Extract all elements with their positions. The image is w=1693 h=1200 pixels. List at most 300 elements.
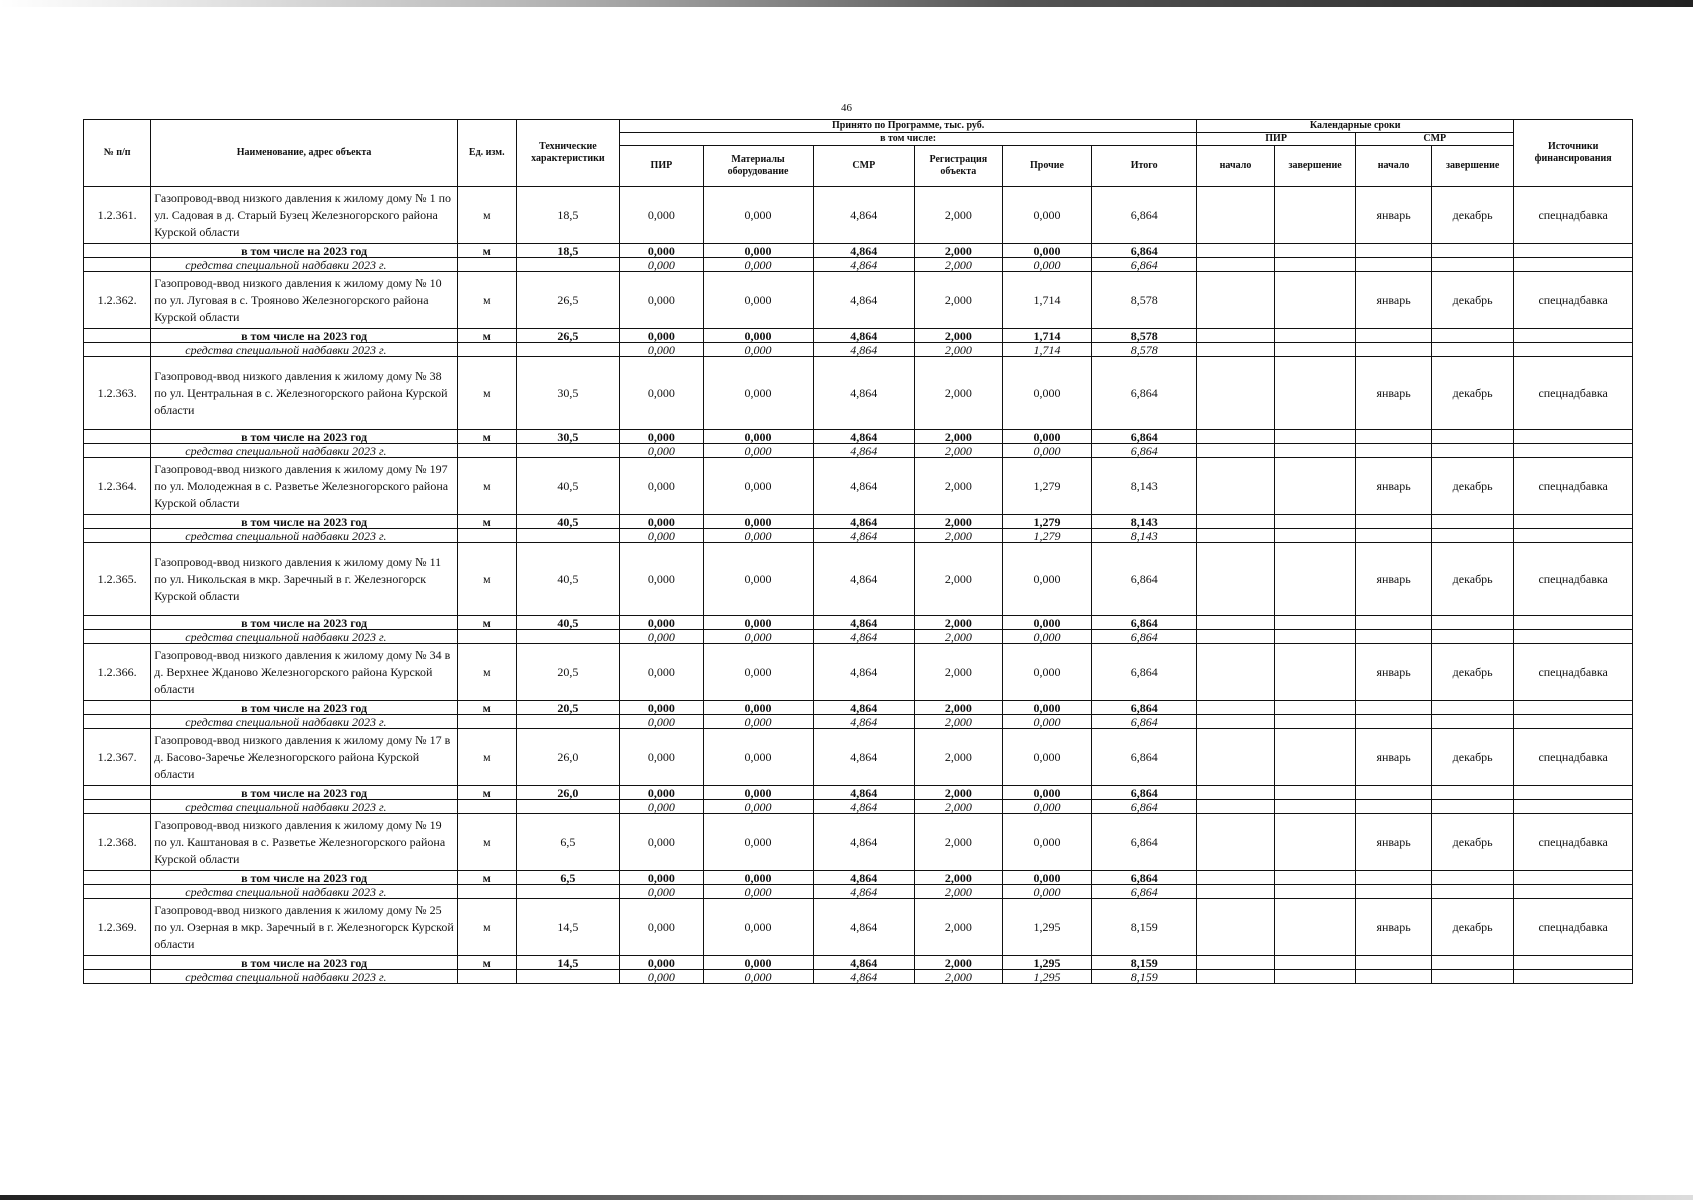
row-number: 1.2.361. (84, 187, 151, 244)
other-value: 0,000 (1002, 800, 1092, 814)
registration-value: 2,000 (915, 644, 1003, 701)
header-total: Итого (1092, 146, 1197, 187)
table-row-2023 (84, 786, 1633, 800)
unit: м (457, 430, 516, 444)
empty-cell (1275, 444, 1356, 458)
other-value: 0,000 (1002, 729, 1092, 786)
pir-value: 0,000 (620, 244, 703, 258)
other-value: 0,000 (1002, 885, 1092, 899)
total-value: 6,864 (1092, 444, 1197, 458)
total-value: 6,864 (1092, 616, 1197, 630)
year-2023-label: в том числе на 2023 год (151, 956, 458, 970)
smr-start: январь (1356, 644, 1432, 701)
registration-value: 2,000 (915, 701, 1003, 715)
empty-cell (1197, 630, 1275, 644)
row-number-empty (84, 715, 151, 729)
empty-cell (1356, 515, 1432, 529)
header-smr-end: завершение (1432, 146, 1514, 187)
smr-value: 4,864 (813, 529, 914, 543)
empty-cell (1432, 956, 1514, 970)
smr-value: 4,864 (813, 644, 914, 701)
row-number-empty (84, 701, 151, 715)
empty-cell (1356, 885, 1432, 899)
year-2023-label: в том числе на 2023 год (151, 786, 458, 800)
funding-source: спецнадбавка (1514, 729, 1633, 786)
pir-value: 0,000 (620, 899, 703, 956)
row-number-empty (84, 970, 151, 984)
tech-characteristics: 26,5 (516, 329, 620, 343)
pir-value: 0,000 (620, 458, 703, 515)
registration-value: 2,000 (915, 529, 1003, 543)
funding-label: средства специальной надбавки 2023 г. (151, 444, 458, 458)
materials-value: 0,000 (703, 899, 813, 956)
empty-cell (1275, 885, 1356, 899)
empty-cell (1514, 244, 1633, 258)
table-row-2023 (84, 244, 1633, 258)
header-pir: ПИР (620, 146, 703, 187)
total-value: 6,864 (1092, 357, 1197, 430)
empty-cell (1197, 715, 1275, 729)
total-value: 8,159 (1092, 899, 1197, 956)
empty-cell (516, 970, 620, 984)
tech-characteristics: 30,5 (516, 430, 620, 444)
empty-cell (516, 529, 620, 543)
smr-end: декабрь (1432, 187, 1514, 244)
row-number-empty (84, 786, 151, 800)
table-row (84, 543, 1633, 616)
empty-cell (1197, 515, 1275, 529)
table-row (84, 729, 1633, 786)
other-value: 0,000 (1002, 786, 1092, 800)
empty-cell (1275, 244, 1356, 258)
total-value: 8,159 (1092, 956, 1197, 970)
pir-start (1197, 458, 1275, 515)
object-name: Газопровод-ввод низкого давления к жилому дому № 17 в д. Басово-Заречье Железногорского района Курской области (151, 729, 458, 786)
materials-value: 0,000 (703, 715, 813, 729)
empty-cell (1356, 258, 1432, 272)
smr-start: январь (1356, 543, 1432, 616)
year-2023-label: в том числе на 2023 год (151, 329, 458, 343)
empty-cell (1432, 715, 1514, 729)
header-tech: Технические характеристики (516, 120, 620, 187)
scan-edge-bottom (0, 1195, 1693, 1200)
other-value: 1,279 (1002, 515, 1092, 529)
total-value: 6,864 (1092, 871, 1197, 885)
table-row-2023 (84, 329, 1633, 343)
smr-value: 4,864 (813, 630, 914, 644)
tech-characteristics: 6,5 (516, 871, 620, 885)
pir-value: 0,000 (620, 515, 703, 529)
empty-cell (1514, 956, 1633, 970)
smr-value: 4,864 (813, 899, 914, 956)
total-value: 8,578 (1092, 343, 1197, 357)
smr-value: 4,864 (813, 616, 914, 630)
unit: м (457, 543, 516, 616)
empty-cell (1197, 616, 1275, 630)
empty-cell (1197, 244, 1275, 258)
smr-start: январь (1356, 357, 1432, 430)
other-value: 1,714 (1002, 272, 1092, 329)
empty-cell (1432, 444, 1514, 458)
year-2023-label: в том числе на 2023 год (151, 430, 458, 444)
registration-value: 2,000 (915, 786, 1003, 800)
pir-value: 0,000 (620, 258, 703, 272)
funding-source: спецнадбавка (1514, 357, 1633, 430)
materials-value: 0,000 (703, 885, 813, 899)
other-value: 0,000 (1002, 715, 1092, 729)
pir-value: 0,000 (620, 644, 703, 701)
pir-end (1275, 543, 1356, 616)
other-value: 1,279 (1002, 529, 1092, 543)
empty-cell (457, 529, 516, 543)
empty-cell (457, 258, 516, 272)
pir-value: 0,000 (620, 956, 703, 970)
pir-value: 0,000 (620, 871, 703, 885)
pir-start (1197, 187, 1275, 244)
pir-value: 0,000 (620, 444, 703, 458)
materials-value: 0,000 (703, 644, 813, 701)
empty-cell (1356, 430, 1432, 444)
other-value: 1,295 (1002, 970, 1092, 984)
header-cal-pir: ПИР (1197, 133, 1356, 146)
empty-cell (1197, 800, 1275, 814)
empty-cell (457, 715, 516, 729)
total-value: 6,864 (1092, 543, 1197, 616)
object-name: Газопровод-ввод низкого давления к жилому дому № 1 по ул. Садовая в д. Старый Бузец Железногорского района Курской области (151, 187, 458, 244)
materials-value: 0,000 (703, 244, 813, 258)
table-row (84, 187, 1633, 244)
registration-value: 2,000 (915, 258, 1003, 272)
materials-value: 0,000 (703, 187, 813, 244)
funding-source: спецнадбавка (1514, 814, 1633, 871)
registration-value: 2,000 (915, 899, 1003, 956)
smr-value: 4,864 (813, 272, 914, 329)
empty-cell (1432, 871, 1514, 885)
table-row (84, 357, 1633, 430)
empty-cell (1432, 515, 1514, 529)
funding-label: средства специальной надбавки 2023 г. (151, 258, 458, 272)
pir-value: 0,000 (620, 329, 703, 343)
funding-label: средства специальной надбавки 2023 г. (151, 343, 458, 357)
pir-value: 0,000 (620, 800, 703, 814)
registration-value: 2,000 (915, 343, 1003, 357)
other-value: 1,714 (1002, 329, 1092, 343)
funding-label: средства специальной надбавки 2023 г. (151, 800, 458, 814)
pir-end (1275, 899, 1356, 956)
header-num: № п/п (84, 120, 151, 187)
empty-cell (1514, 970, 1633, 984)
table-row-2023 (84, 430, 1633, 444)
tech-characteristics: 14,5 (516, 956, 620, 970)
pir-end (1275, 272, 1356, 329)
pir-end (1275, 644, 1356, 701)
empty-cell (1432, 786, 1514, 800)
row-number-empty (84, 630, 151, 644)
pir-value: 0,000 (620, 786, 703, 800)
tech-characteristics: 20,5 (516, 701, 620, 715)
funding-label: средства специальной надбавки 2023 г. (151, 630, 458, 644)
empty-cell (1275, 258, 1356, 272)
total-value: 6,864 (1092, 244, 1197, 258)
table-row-2023 (84, 871, 1633, 885)
materials-value: 0,000 (703, 529, 813, 543)
empty-cell (1356, 244, 1432, 258)
table-row-funding (84, 885, 1633, 899)
empty-cell (1275, 956, 1356, 970)
materials-value: 0,000 (703, 814, 813, 871)
empty-cell (1514, 786, 1633, 800)
tech-characteristics: 6,5 (516, 814, 620, 871)
object-name: Газопровод-ввод низкого давления к жилому дому № 197 по ул. Молодежная в с. Разветье Железногорского района Курской области (151, 458, 458, 515)
registration-value: 2,000 (915, 885, 1003, 899)
materials-value: 0,000 (703, 329, 813, 343)
registration-value: 2,000 (915, 800, 1003, 814)
other-value: 1,279 (1002, 458, 1092, 515)
unit: м (457, 329, 516, 343)
tech-characteristics: 26,5 (516, 272, 620, 329)
registration-value: 2,000 (915, 272, 1003, 329)
header-pir-end: завершение (1275, 146, 1356, 187)
pir-start (1197, 357, 1275, 430)
materials-value: 0,000 (703, 729, 813, 786)
pir-end (1275, 814, 1356, 871)
year-2023-label: в том числе на 2023 год (151, 515, 458, 529)
smr-value: 4,864 (813, 357, 914, 430)
materials-value: 0,000 (703, 786, 813, 800)
unit: м (457, 458, 516, 515)
object-name: Газопровод-ввод низкого давления к жилому дому № 10 по ул. Луговая в с. Трояново Железногорского района Курской области (151, 272, 458, 329)
empty-cell (1432, 529, 1514, 543)
row-number: 1.2.368. (84, 814, 151, 871)
unit: м (457, 871, 516, 885)
empty-cell (1275, 715, 1356, 729)
total-value: 8,143 (1092, 515, 1197, 529)
table-row-funding (84, 970, 1633, 984)
header-calendar: Календарные сроки (1197, 120, 1514, 133)
funding-label: средства специальной надбавки 2023 г. (151, 970, 458, 984)
funding-source: спецнадбавка (1514, 187, 1633, 244)
empty-cell (1197, 329, 1275, 343)
table-row (84, 814, 1633, 871)
funding-source: спецнадбавка (1514, 272, 1633, 329)
tech-characteristics: 40,5 (516, 515, 620, 529)
pir-value: 0,000 (620, 187, 703, 244)
empty-cell (1356, 444, 1432, 458)
unit: м (457, 701, 516, 715)
funding-label: средства специальной надбавки 2023 г. (151, 715, 458, 729)
empty-cell (516, 258, 620, 272)
total-value: 8,578 (1092, 272, 1197, 329)
page-number: 46 (841, 102, 852, 114)
smr-value: 4,864 (813, 458, 914, 515)
total-value: 6,864 (1092, 729, 1197, 786)
registration-value: 2,000 (915, 244, 1003, 258)
table-row-funding (84, 343, 1633, 357)
empty-cell (1432, 800, 1514, 814)
pir-start (1197, 814, 1275, 871)
empty-cell (1356, 630, 1432, 644)
funding-source: спецнадбавка (1514, 899, 1633, 956)
empty-cell (1197, 885, 1275, 899)
funding-source: спецнадбавка (1514, 458, 1633, 515)
empty-cell (1514, 630, 1633, 644)
materials-value: 0,000 (703, 800, 813, 814)
smr-value: 4,864 (813, 885, 914, 899)
unit: м (457, 899, 516, 956)
materials-value: 0,000 (703, 357, 813, 430)
pir-value: 0,000 (620, 430, 703, 444)
total-value: 8,159 (1092, 970, 1197, 984)
row-number-empty (84, 444, 151, 458)
other-value: 1,714 (1002, 343, 1092, 357)
table-row-2023 (84, 956, 1633, 970)
empty-cell (1432, 970, 1514, 984)
tech-characteristics: 26,0 (516, 786, 620, 800)
table-row (84, 899, 1633, 956)
header-including: в том числе: (620, 133, 1197, 146)
empty-cell (1275, 630, 1356, 644)
smr-value: 4,864 (813, 970, 914, 984)
row-number-empty (84, 885, 151, 899)
smr-value: 4,864 (813, 786, 914, 800)
empty-cell (1356, 529, 1432, 543)
table-row-funding (84, 630, 1633, 644)
empty-cell (1356, 970, 1432, 984)
table-body (84, 187, 1633, 984)
pir-start (1197, 543, 1275, 616)
materials-value: 0,000 (703, 258, 813, 272)
registration-value: 2,000 (915, 616, 1003, 630)
empty-cell (1432, 430, 1514, 444)
pir-start (1197, 644, 1275, 701)
empty-cell (1356, 956, 1432, 970)
smr-end: декабрь (1432, 729, 1514, 786)
empty-cell (516, 885, 620, 899)
smr-value: 4,864 (813, 956, 914, 970)
registration-value: 2,000 (915, 515, 1003, 529)
table-row-2023 (84, 515, 1633, 529)
pir-start (1197, 899, 1275, 956)
other-value: 0,000 (1002, 701, 1092, 715)
year-2023-label: в том числе на 2023 год (151, 701, 458, 715)
total-value: 6,864 (1092, 786, 1197, 800)
empty-cell (457, 970, 516, 984)
pir-value: 0,000 (620, 529, 703, 543)
empty-cell (1514, 715, 1633, 729)
smr-value: 4,864 (813, 430, 914, 444)
table-row (84, 272, 1633, 329)
empty-cell (1356, 786, 1432, 800)
empty-cell (1514, 343, 1633, 357)
empty-cell (1275, 800, 1356, 814)
smr-end: декабрь (1432, 899, 1514, 956)
empty-cell (516, 343, 620, 357)
other-value: 0,000 (1002, 871, 1092, 885)
materials-value: 0,000 (703, 543, 813, 616)
tech-characteristics: 30,5 (516, 357, 620, 430)
pir-value: 0,000 (620, 885, 703, 899)
object-name: Газопровод-ввод низкого давления к жилому дому № 11 по ул. Никольская в мкр. Заречный в г. Железногорск Курской области (151, 543, 458, 616)
empty-cell (1275, 329, 1356, 343)
materials-value: 0,000 (703, 970, 813, 984)
smr-value: 4,864 (813, 343, 914, 357)
empty-cell (1197, 343, 1275, 357)
empty-cell (1432, 616, 1514, 630)
smr-start: январь (1356, 458, 1432, 515)
unit: м (457, 616, 516, 630)
table-row-funding (84, 258, 1633, 272)
row-number: 1.2.369. (84, 899, 151, 956)
header-unit: Ед. изм. (457, 120, 516, 187)
row-number: 1.2.363. (84, 357, 151, 430)
empty-cell (1197, 258, 1275, 272)
empty-cell (1514, 616, 1633, 630)
pir-end (1275, 357, 1356, 430)
pir-end (1275, 458, 1356, 515)
empty-cell (1275, 529, 1356, 543)
pir-end (1275, 729, 1356, 786)
header-smr-start: начало (1356, 146, 1432, 187)
other-value: 0,000 (1002, 258, 1092, 272)
smr-value: 4,864 (813, 244, 914, 258)
empty-cell (1275, 871, 1356, 885)
materials-value: 0,000 (703, 956, 813, 970)
other-value: 0,000 (1002, 244, 1092, 258)
empty-cell (457, 343, 516, 357)
total-value: 6,864 (1092, 644, 1197, 701)
pir-end (1275, 187, 1356, 244)
row-number-empty (84, 871, 151, 885)
empty-cell (1275, 515, 1356, 529)
other-value: 0,000 (1002, 357, 1092, 430)
empty-cell (1514, 529, 1633, 543)
registration-value: 2,000 (915, 956, 1003, 970)
registration-value: 2,000 (915, 871, 1003, 885)
smr-end: декабрь (1432, 814, 1514, 871)
unit: м (457, 244, 516, 258)
row-number: 1.2.362. (84, 272, 151, 329)
funding-source: спецнадбавка (1514, 644, 1633, 701)
empty-cell (1432, 630, 1514, 644)
tech-characteristics: 40,5 (516, 616, 620, 630)
smr-end: декабрь (1432, 272, 1514, 329)
empty-cell (1356, 715, 1432, 729)
row-number-empty (84, 616, 151, 630)
smr-end: декабрь (1432, 357, 1514, 430)
total-value: 6,864 (1092, 814, 1197, 871)
other-value: 0,000 (1002, 644, 1092, 701)
tech-characteristics: 18,5 (516, 244, 620, 258)
row-number-empty (84, 515, 151, 529)
row-number-empty (84, 258, 151, 272)
smr-end: декабрь (1432, 458, 1514, 515)
unit: м (457, 729, 516, 786)
empty-cell (1514, 258, 1633, 272)
unit: м (457, 515, 516, 529)
empty-cell (1356, 800, 1432, 814)
other-value: 0,000 (1002, 630, 1092, 644)
pir-value: 0,000 (620, 343, 703, 357)
tech-characteristics: 20,5 (516, 644, 620, 701)
empty-cell (1514, 515, 1633, 529)
row-number: 1.2.367. (84, 729, 151, 786)
empty-cell (1356, 871, 1432, 885)
empty-cell (1197, 444, 1275, 458)
empty-cell (1432, 885, 1514, 899)
empty-cell (1514, 430, 1633, 444)
row-number-empty (84, 329, 151, 343)
smr-end: декабрь (1432, 644, 1514, 701)
